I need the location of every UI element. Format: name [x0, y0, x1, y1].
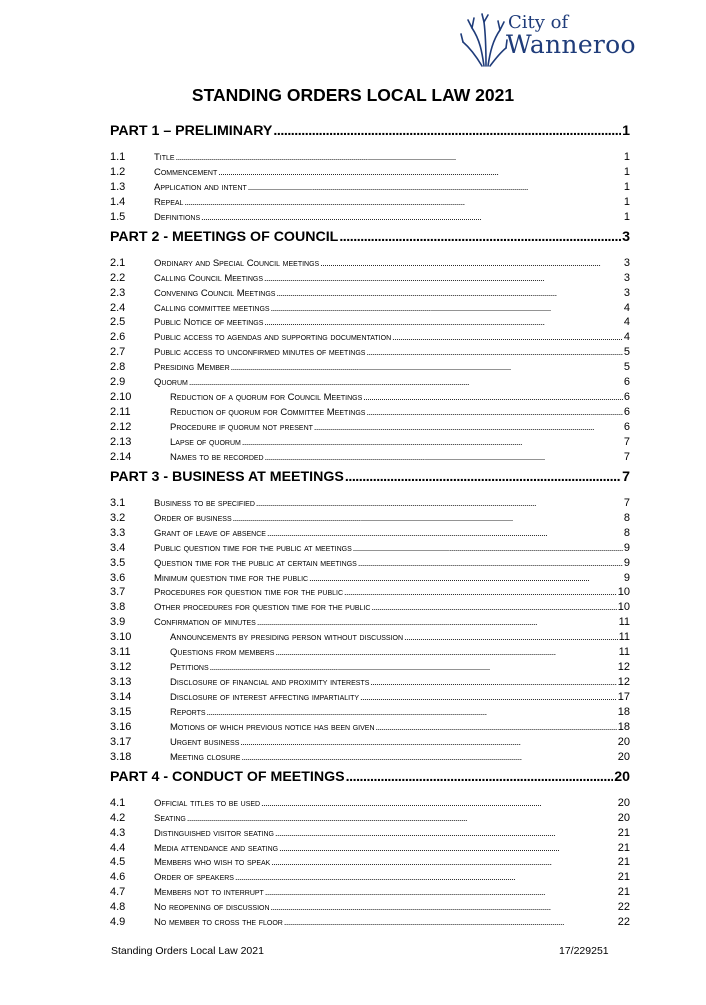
- toc-entry-label: Motions of which previous notice has been given: [170, 721, 375, 733]
- footer-document-name: Standing Orders Local Law 2021: [111, 945, 264, 957]
- toc-entry-number: 3.3: [110, 526, 126, 539]
- dot-leader: [218, 167, 623, 177]
- toc-page-number: 21: [617, 826, 630, 839]
- toc-entry-number: 1.3: [110, 180, 126, 193]
- toc-entry-number: 2.5: [110, 316, 126, 329]
- toc-entry[interactable]: [110, 901, 630, 916]
- dot-leader: [370, 677, 616, 687]
- dot-leader: [363, 392, 623, 402]
- toc-entry-number: 3.16: [110, 720, 132, 733]
- toc-entry-label: Disclosure of financial and proximity interests: [170, 677, 370, 689]
- dot-leader: [231, 362, 623, 372]
- toc-entry-number: 2.6: [110, 331, 126, 344]
- document-title: STANDING ORDERS LOCAL LAW 2021: [191, 85, 515, 105]
- dot-leader: [339, 229, 621, 245]
- toc-entry-label: Seating: [154, 812, 186, 824]
- toc-page-number: 1: [623, 151, 630, 163]
- toc-page-number: 12: [617, 676, 630, 689]
- toc-page-number: 9: [623, 541, 630, 554]
- toc-page-number: 21: [617, 841, 630, 854]
- toc-entry-number: 3.13: [110, 676, 132, 689]
- toc-entry-label: Public access to agendas and supporting documentation: [154, 332, 392, 344]
- toc-entry[interactable]: [110, 601, 630, 616]
- toc-page-number: 10: [617, 586, 630, 599]
- toc-page-number: 8: [623, 511, 630, 524]
- toc-page-number: 7: [622, 468, 630, 485]
- dot-leader: [284, 917, 617, 927]
- toc-entry-number: 4.8: [110, 901, 126, 914]
- toc-entry-label: Commencement: [154, 166, 218, 178]
- toc-entry[interactable]: [110, 151, 630, 166]
- dot-leader: [207, 707, 617, 717]
- toc-entry[interactable]: [110, 287, 630, 302]
- toc-page-number: 11: [618, 646, 630, 659]
- toc-entry-number: 2.14: [110, 450, 132, 463]
- toc-page-number: 11: [618, 631, 630, 644]
- toc-entry[interactable]: [110, 211, 630, 226]
- toc-entry[interactable]: [110, 497, 630, 512]
- dot-leader: [265, 452, 623, 462]
- dot-leader: [233, 513, 623, 523]
- dot-leader: [242, 437, 623, 447]
- toc-entry[interactable]: [110, 661, 630, 676]
- dot-leader: [366, 407, 622, 417]
- toc-entry[interactable]: [110, 827, 630, 842]
- toc-entry[interactable]: [110, 616, 630, 631]
- toc-page-number: 1: [622, 123, 630, 139]
- toc-entry-label: Members not to interrupt: [154, 887, 264, 899]
- toc-entry[interactable]: [110, 842, 630, 857]
- toc-entry[interactable]: [110, 451, 630, 466]
- toc-entry-number: 1.1: [110, 151, 126, 163]
- toc-entry[interactable]: [110, 572, 630, 587]
- toc-entry-label: Confirmation of minutes: [154, 617, 256, 629]
- toc-page-number: 10: [617, 601, 630, 614]
- dot-leader: [314, 422, 623, 432]
- toc-entry-label: Public access to unconfirmed minutes of meetings: [154, 347, 366, 359]
- toc-entry[interactable]: [110, 886, 630, 901]
- dot-leader: [235, 872, 617, 882]
- toc-entry-label: Announcements by presiding person without discussion: [170, 632, 404, 644]
- toc-entry[interactable]: [110, 736, 630, 751]
- toc-page-number: 9: [623, 571, 630, 584]
- toc-entry-number: 3.12: [110, 661, 132, 674]
- toc-entry-number: 2.4: [110, 301, 126, 314]
- toc-entry[interactable]: [110, 316, 630, 331]
- toc-entry-label: Reduction of quorum for Committee Meetings: [170, 407, 366, 419]
- toc-page-number: 7: [623, 450, 630, 463]
- toc-entry-label: Petitions: [170, 662, 209, 674]
- dot-leader: [360, 692, 617, 702]
- toc-page-number: 11: [618, 616, 630, 629]
- toc-entry-number: 4.9: [110, 916, 126, 929]
- toc-entry[interactable]: [110, 721, 630, 736]
- toc-entry-number: 2.10: [110, 391, 132, 404]
- toc-entry-number: 3.17: [110, 735, 132, 748]
- toc-entry[interactable]: [110, 421, 630, 436]
- toc-page-number: 4: [623, 301, 630, 314]
- toc-entry-label: Minimum question time for the public: [154, 572, 309, 584]
- dot-leader: [279, 843, 617, 853]
- dot-leader: [187, 813, 617, 823]
- toc-entry-number: 1.5: [110, 210, 126, 223]
- toc-entry-label: Convening Council Meetings: [154, 287, 276, 299]
- toc-page-number: 22: [617, 916, 630, 929]
- toc-entry-number: 4.6: [110, 871, 126, 884]
- toc-entry[interactable]: [110, 406, 630, 421]
- toc-entry-number: 3.9: [110, 616, 126, 629]
- toc-entry-number: 3.10: [110, 631, 132, 644]
- toc-part-heading[interactable]: [110, 123, 630, 145]
- dot-leader: [275, 828, 617, 838]
- logo-wordmark: [506, 14, 636, 57]
- toc-entry-number: 3.11: [110, 646, 131, 659]
- toc-entry[interactable]: [110, 542, 630, 557]
- toc-part-heading[interactable]: [110, 769, 630, 791]
- dot-leader: [261, 798, 617, 808]
- toc-page-number: 18: [617, 705, 630, 718]
- toc-page-number: 17: [617, 691, 630, 703]
- dot-leader: [184, 197, 622, 207]
- toc-entry[interactable]: [110, 257, 630, 272]
- toc-entry-label: Grant of leave of absence: [154, 527, 266, 539]
- toc-part-title: PART 1 – PRELIMINARY: [110, 123, 273, 139]
- dot-leader: [358, 558, 623, 568]
- toc-page-number: 20: [617, 796, 630, 809]
- toc-entry-number: 3.14: [110, 691, 132, 703]
- toc-page-number: 22: [617, 901, 630, 914]
- toc-entry-number: 1.4: [110, 195, 126, 208]
- city-of-wanneroo-logo: [460, 12, 636, 68]
- toc-page-number: 7: [623, 496, 630, 509]
- toc-entry-number: 4.5: [110, 856, 126, 869]
- dot-leader: [201, 212, 623, 222]
- toc-entry[interactable]: [110, 331, 630, 346]
- table-of-contents: [110, 123, 630, 931]
- toc-page-number: 6: [623, 421, 630, 433]
- dot-leader: [345, 469, 621, 485]
- toc-entry-number: 2.11: [110, 406, 131, 419]
- toc-entry[interactable]: [110, 376, 630, 391]
- dot-leader: [257, 617, 618, 627]
- dot-leader: [265, 887, 617, 897]
- toc-entry-number: 2.9: [110, 376, 126, 389]
- toc-entry-number: 4.2: [110, 811, 126, 824]
- toc-page-number: 3: [622, 228, 630, 245]
- toc-entry[interactable]: [110, 166, 630, 181]
- dot-leader: [271, 303, 623, 313]
- toc-page-number: 12: [617, 661, 630, 674]
- toc-page-number: 20: [617, 811, 630, 824]
- toc-entry-label: Reduction of a quorum for Council Meetings: [170, 392, 363, 404]
- reed-emblem-icon: [460, 12, 508, 68]
- toc-page-number: 9: [623, 556, 630, 569]
- toc-entry-label: Definitions: [154, 211, 201, 223]
- toc-entry[interactable]: [110, 346, 630, 361]
- toc-entry-label: Question time for the public at certain meetings: [154, 557, 357, 569]
- toc-page-number: 6: [623, 376, 630, 389]
- toc-entry-label: Procedures for question time for the public: [154, 587, 344, 599]
- toc-page-number: 6: [623, 391, 630, 404]
- dot-leader: [366, 347, 622, 357]
- logo-line-city: City of: [508, 12, 569, 33]
- toc-entry-label: Order of business: [154, 512, 232, 524]
- toc-entry-label: Calling Council Meetings: [154, 272, 263, 284]
- dot-leader: [264, 317, 622, 327]
- toc-page-number: 20: [614, 768, 630, 785]
- dot-leader: [210, 662, 617, 672]
- logo-line-wanneroo: Wanneroo: [506, 30, 636, 59]
- toc-entry-label: Calling committee meetings: [154, 302, 270, 314]
- toc-page-number: 20: [617, 735, 630, 748]
- toc-entry-number: 3.8: [110, 601, 126, 614]
- toc-entry-number: 3.7: [110, 586, 126, 599]
- toc-entry-label: Ordinary and Special Council meetings: [154, 257, 320, 269]
- dot-leader: [276, 288, 622, 298]
- dot-leader: [392, 332, 623, 342]
- toc-entry-number: 2.2: [110, 271, 126, 284]
- toc-entry[interactable]: [110, 706, 630, 721]
- toc-entry-number: 2.1: [110, 256, 126, 269]
- toc-entry-number: 1.2: [110, 165, 126, 178]
- toc-page-number: 4: [623, 331, 630, 344]
- toc-part-title: PART 2 - MEETINGS OF COUNCIL: [110, 228, 339, 245]
- toc-entry-number: 3.18: [110, 750, 132, 763]
- toc-entry-number: 2.13: [110, 435, 132, 448]
- toc-page-number: 5: [623, 346, 630, 359]
- toc-entry-label: Business to be specified: [154, 497, 255, 509]
- toc-entry-number: 3.4: [110, 541, 126, 554]
- toc-entry[interactable]: [110, 871, 630, 886]
- toc-entry[interactable]: [110, 812, 630, 827]
- toc-entry-label: Urgent business: [170, 736, 240, 748]
- toc-entry-label: Names to be recorded: [170, 451, 264, 463]
- toc-entry-number: 3.2: [110, 511, 126, 524]
- toc-entry-number: 2.3: [110, 286, 126, 299]
- toc-page-number: 3: [623, 286, 630, 299]
- toc-entry[interactable]: [110, 302, 630, 317]
- toc-entry[interactable]: [110, 676, 630, 691]
- dot-leader: [353, 543, 623, 553]
- toc-page-number: 18: [617, 720, 630, 733]
- toc-entry-label: Reports: [170, 706, 206, 718]
- toc-entry-number: 3.6: [110, 571, 126, 584]
- toc-entry-number: 4.3: [110, 826, 126, 839]
- toc-entry-number: 4.4: [110, 841, 126, 854]
- toc-entry-label: Members who wish to speak: [154, 857, 271, 869]
- toc-page-number: 1: [623, 210, 630, 223]
- toc-entry-number: 2.7: [110, 346, 126, 359]
- toc-entry-label: Disclosure of interest affecting impartiality: [170, 692, 360, 703]
- toc-part-heading[interactable]: [110, 469, 630, 491]
- toc-page-number: 21: [617, 856, 630, 869]
- toc-entry-number: 3.5: [110, 556, 126, 569]
- dot-leader: [248, 182, 623, 192]
- toc-entry[interactable]: [110, 272, 630, 287]
- toc-entry[interactable]: [110, 512, 630, 527]
- toc-entry-label: Lapse of quorum: [170, 436, 241, 448]
- toc-page-number: 3: [623, 256, 630, 269]
- toc-entry[interactable]: [110, 586, 630, 601]
- toc-page-number: 1: [623, 180, 630, 193]
- toc-entry-label: Official titles to be used: [154, 797, 261, 809]
- toc-entry-label: Repeal: [154, 196, 184, 208]
- toc-entry[interactable]: [110, 856, 630, 871]
- toc-page-number: 21: [617, 871, 630, 884]
- toc-part-title: PART 4 - CONDUCT OF MEETINGS: [110, 768, 345, 785]
- toc-entry-number: 2.12: [110, 421, 132, 433]
- toc-entry-label: Quorum: [154, 377, 188, 389]
- toc-part-title: PART 3 - BUSINESS AT MEETINGS: [110, 468, 344, 485]
- toc-page-number: 1: [623, 195, 630, 208]
- dot-leader: [404, 632, 618, 642]
- toc-entry-label: Application and intent: [154, 181, 247, 193]
- toc-entry[interactable]: [110, 391, 630, 406]
- dot-leader: [371, 602, 616, 612]
- dot-leader: [376, 722, 617, 732]
- toc-entry[interactable]: [110, 557, 630, 572]
- toc-entry[interactable]: [110, 916, 630, 931]
- toc-entry-label: Media attendance and seating: [154, 842, 279, 854]
- toc-entry[interactable]: [110, 797, 630, 812]
- dot-leader: [264, 273, 623, 283]
- toc-page-number: 5: [623, 361, 630, 374]
- dot-leader: [267, 528, 623, 538]
- toc-page-number: 8: [623, 526, 630, 539]
- toc-entry-label: Title: [154, 152, 175, 163]
- toc-entry-label: Questions from members: [170, 647, 275, 659]
- toc-entry-label: Meeting closure: [170, 751, 241, 763]
- toc-entry-number: 4.7: [110, 886, 126, 899]
- toc-entry-label: No reopening of discussion: [154, 902, 270, 914]
- toc-page-number: 1: [623, 165, 630, 178]
- dot-leader: [256, 498, 623, 508]
- dot-leader: [275, 647, 617, 657]
- toc-entry[interactable]: [110, 361, 630, 376]
- toc-entry-label: Presiding Member: [154, 362, 230, 374]
- dot-leader: [240, 737, 616, 747]
- toc-page-number: 21: [617, 886, 630, 899]
- toc-page-number: 3: [623, 271, 630, 284]
- dot-leader: [309, 573, 623, 583]
- dot-leader: [344, 587, 617, 597]
- toc-entry[interactable]: [110, 646, 630, 661]
- toc-entry-label: Order of speakers: [154, 872, 234, 884]
- toc-entry[interactable]: [110, 527, 630, 542]
- toc-entry-number: 4.1: [110, 796, 126, 809]
- toc-page-number: 20: [617, 750, 630, 763]
- dot-leader: [271, 857, 616, 867]
- toc-part-heading[interactable]: [110, 229, 630, 251]
- dot-leader: [241, 752, 616, 762]
- toc-entry-label: Procedure if quorum not present: [170, 422, 313, 433]
- dot-leader: [176, 152, 623, 162]
- toc-entry[interactable]: [110, 751, 630, 766]
- dot-leader: [320, 258, 623, 268]
- footer-reference-number: 17/229251: [559, 945, 609, 957]
- toc-entry-label: No member to cross the floor: [154, 917, 283, 929]
- toc-entry-number: 3.1: [110, 496, 126, 509]
- toc-entry-label: Other procedures for question time for the public: [154, 602, 371, 614]
- toc-page-number: 7: [623, 435, 630, 448]
- toc-entry[interactable]: [110, 181, 630, 196]
- toc-page-number: 6: [623, 406, 630, 419]
- toc-entry[interactable]: [110, 196, 630, 211]
- toc-entry[interactable]: [110, 631, 630, 646]
- toc-entry-label: Distinguished visitor seating: [154, 827, 275, 839]
- toc-entry-label: Public question time for the public at meetings: [154, 542, 352, 554]
- toc-page-number: 4: [623, 316, 630, 329]
- dot-leader: [273, 123, 621, 139]
- dot-leader: [346, 769, 614, 785]
- dot-leader: [189, 377, 623, 387]
- dot-leader: [271, 902, 617, 912]
- toc-entry-number: 2.8: [110, 361, 126, 374]
- toc-entry-number: 3.15: [110, 705, 132, 718]
- toc-entry[interactable]: [110, 691, 630, 706]
- toc-entry[interactable]: [110, 436, 630, 451]
- toc-entry-label: Public Notice of meetings: [154, 317, 264, 329]
